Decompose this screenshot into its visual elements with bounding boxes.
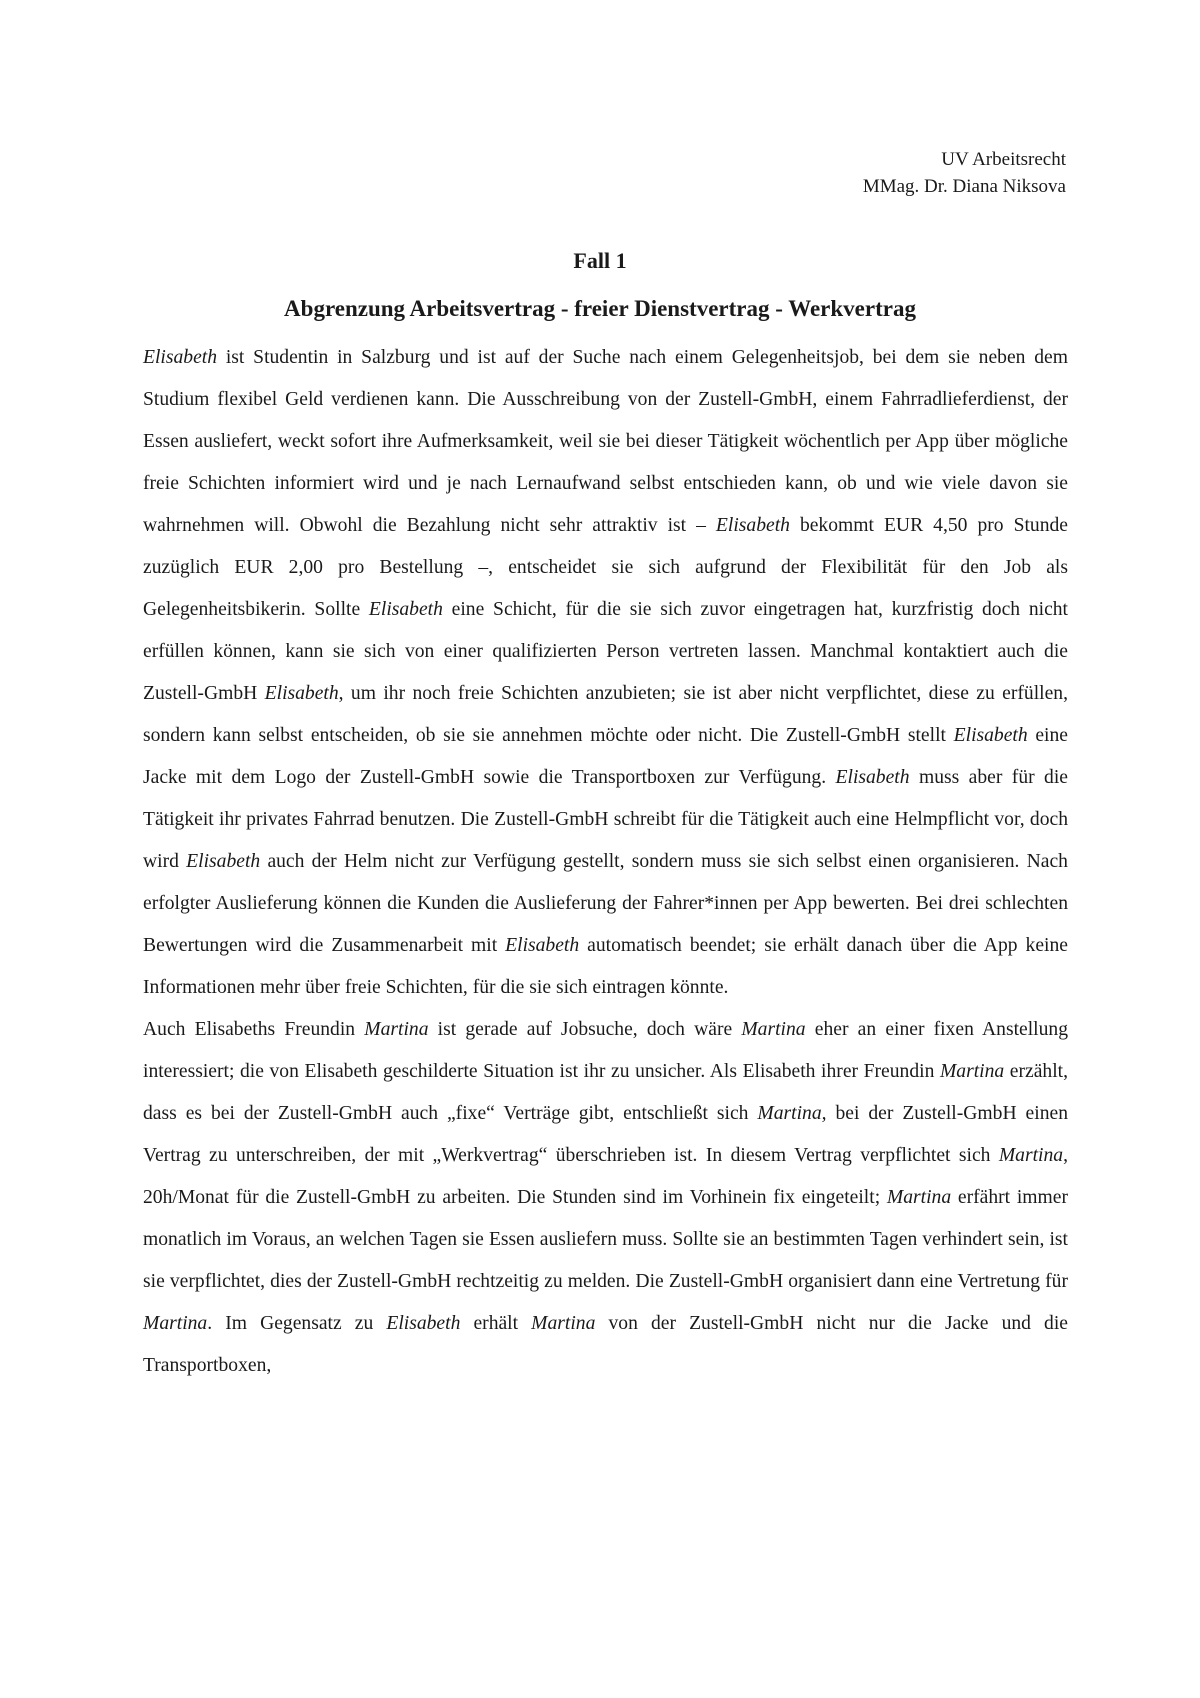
name-emphasis: Elisabeth xyxy=(715,515,790,536)
body-paragraph xyxy=(143,1009,1068,1387)
text-segment: muss aber für die Tätigkeit ihr privates Fahrrad benutzen. Die Zustell-GmbH schreibt für die Tätigkeit auch eine Helmpflicht vor, doch wird xyxy=(143,767,1068,872)
case-body xyxy=(143,337,1068,1387)
course-name: UV Arbeitsrecht xyxy=(941,149,1066,170)
text-segment: erzählt, dass es bei der Zustell-GmbH auch „fixe“ Verträge gibt, entschließt sich xyxy=(143,1061,1068,1124)
lecturer-name: MMag. Dr. Diana Niksova xyxy=(862,176,1066,197)
text-segment: eher an einer fixen Anstellung interessiert; die von Elisabeth geschilderte Situation ist ihr zu unsicher. Als Elisabeth ihrer Freundin xyxy=(143,1019,1069,1082)
name-emphasis: Martina xyxy=(998,1145,1064,1166)
text-segment: bei der Zustell-GmbH einen Vertrag zu unterschreiben, der mit „Werkvertrag“ überschrieben ist. In diesem Vertrag verpflichtet sich xyxy=(143,1103,1068,1166)
text-segment: , 20h/Monat für die Zustell-GmbH zu arbeiten. Die Stunden sind im Vorhinein fix eingeteilt; xyxy=(143,1145,1068,1208)
name-emphasis: Martina xyxy=(939,1061,1005,1082)
text-segment: automatisch beendet; sie erhält danach über die App keine Informationen mehr über freie Schichten, für die sie sich eintragen könnte. xyxy=(143,935,1068,998)
name-emphasis: Elisabeth xyxy=(368,599,443,620)
case-title: Fall 1 xyxy=(573,248,627,273)
text-segment: von der Zustell-GmbH nicht nur die Jacke und die Transportboxen, xyxy=(143,1313,1068,1376)
body-paragraph xyxy=(143,337,1068,1009)
text-segment: eine Schicht, für die sie sich zuvor eingetragen hat, kurzfristig doch nicht erfüllen können, kann sie sich von einer qualifizierten Person vertreten lassen. Manchmal kontaktiert auch die Zustell-GmbH xyxy=(143,599,1069,704)
name-emphasis: Martina xyxy=(364,1019,429,1040)
text-segment: erhält xyxy=(460,1313,532,1334)
text-segment: bekommt EUR 4,50 pro Stunde zuzüglich EUR 2,00 pro Bestellung –, entscheidet sie sich aufgrund der Flexibilität für den Job als Gelegenheitsbikerin. Sollte xyxy=(143,515,1069,620)
text-segment: ist gerade auf Jobsuche, doch wäre xyxy=(428,1019,742,1040)
name-emphasis: Elisabeth xyxy=(835,767,910,788)
name-emphasis: Martina xyxy=(741,1019,806,1040)
text-segment: . Im Gegensatz zu xyxy=(207,1313,387,1334)
name-emphasis: Elisabeth xyxy=(386,1313,461,1334)
document-header xyxy=(863,146,1066,200)
name-emphasis: Martina xyxy=(531,1313,596,1334)
name-emphasis: Elisabeth xyxy=(505,935,580,956)
name-emphasis: Elisabeth xyxy=(953,725,1028,746)
name-emphasis: Elisabeth xyxy=(264,683,339,704)
name-emphasis: Elisabeth xyxy=(143,347,218,368)
name-emphasis: Martina xyxy=(143,1313,208,1334)
text-segment: Auch Elisabeths Freundin xyxy=(143,1019,365,1040)
name-emphasis: Elisabeth xyxy=(186,851,261,872)
case-subtitle: Abgrenzung Arbeitsvertrag - freier Dienstvertrag - Werkvertrag xyxy=(284,296,916,321)
text-segment: auch der Helm nicht zur Verfügung gestellt, sondern muss sie sich selbst einen organisieren. Nach erfolgter Auslieferung können die Kunden die Auslieferung der Fahrer*innen per App bewerten. Bei drei schlechten Bewertungen wird die Zusammenarbeit mit xyxy=(143,851,1068,956)
text-segment: erfährt immer monatlich im Voraus, an welchen Tagen sie Essen ausliefern muss. Sollte sie an bestimmten Tagen verhindert sein, ist sie verpflichtet, dies der Zustell-GmbH rechtzeitig zu melden. Die Zustell-GmbH organisiert dann eine Vertretung für xyxy=(143,1187,1069,1292)
name-emphasis: Martina xyxy=(886,1187,952,1208)
text-segment: , um ihr noch freie Schichten anzubieten; sie ist aber nicht verpflichtet, diese zu erfüllen, sondern kann selbst entscheiden, ob sie sie annehmen möchte oder nicht. Die Zustell-GmbH stellt xyxy=(143,683,1068,746)
text-segment: eine Jacke mit dem Logo der Zustell-GmbH sowie die Transportboxen zur Verfügung. xyxy=(143,725,1068,788)
name-emphasis: Martina, xyxy=(757,1103,827,1124)
text-segment: ist Studentin in Salzburg und ist auf der Suche nach einem Gelegenheitsjob, bei dem sie neben dem Studium flexibel Geld verdienen kann. Die Ausschreibung von der Zustell-GmbH, einem Fahrradlieferdienst, der Essen ausliefert, weckt sofort ihre Aufmerksamkeit, weil sie bei dieser Tätigkeit wöchentlich per App über mögliche freie Schichten informiert wird und je nach Lernaufwand selbst entschieden kann, ob und wie viele davon sie wahrnehmen will. Obwohl die Bezahlung nicht sehr attraktiv ist – xyxy=(143,347,1068,536)
